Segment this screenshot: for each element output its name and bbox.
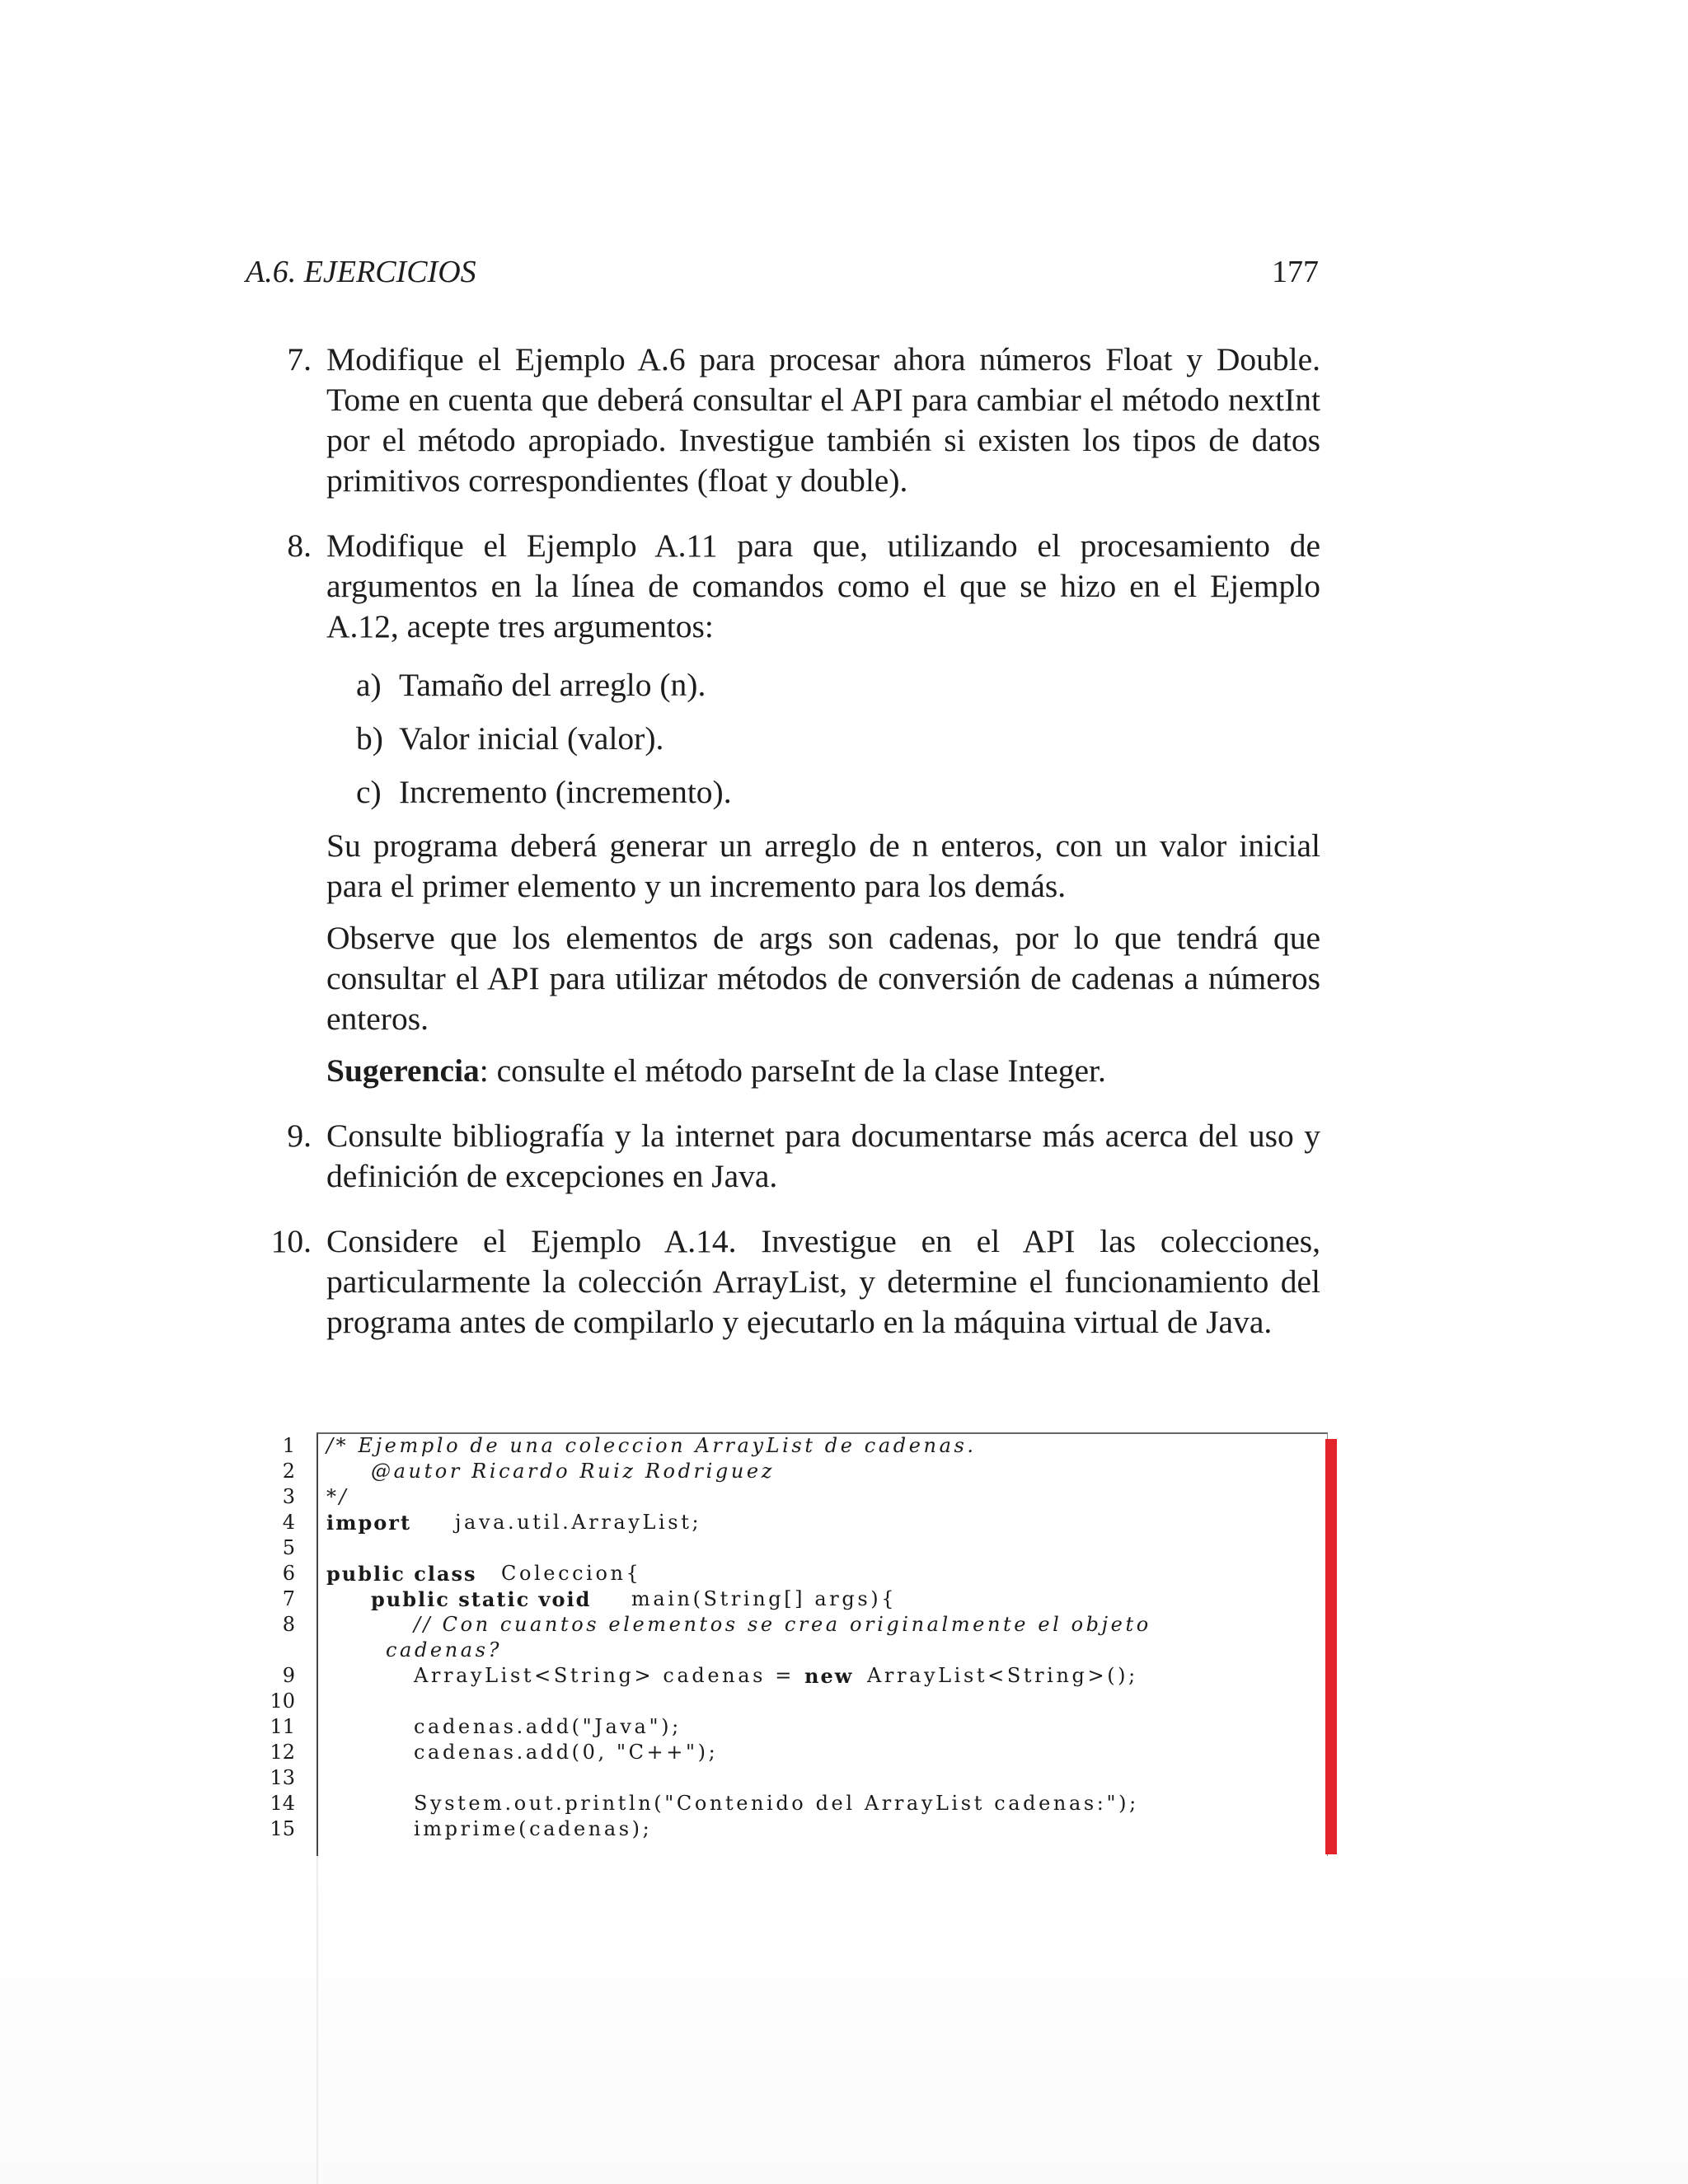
code-line bbox=[272, 1690, 1325, 1715]
line-number: 6 bbox=[282, 1562, 295, 1585]
code-text: java.util.ArrayList; bbox=[455, 1511, 702, 1534]
sub-label: c) bbox=[356, 774, 382, 810]
sub-text: Valor inicial (valor). bbox=[399, 720, 664, 757]
code-line bbox=[272, 1587, 1325, 1613]
code-line bbox=[272, 1817, 1325, 1843]
item-number: 9. bbox=[287, 1118, 312, 1154]
item-text: Modifique el Ejemplo A.6 para procesar ahora números Float y Double. Tome en cuenta que deberá consultar el API para cambiar el método nextInt por el método apropiado. Investigue también si existen los tipos de datos primitivos correspondientes (float y double). bbox=[326, 341, 1320, 499]
line-number: 4 bbox=[282, 1511, 295, 1534]
line-number: 9 bbox=[282, 1664, 295, 1687]
line-number: 10 bbox=[270, 1690, 295, 1713]
sub-label: b) bbox=[356, 720, 383, 757]
code-text: System.out.println("Contenido del ArrayList cadenas:"); bbox=[414, 1792, 1139, 1815]
code-text: /* Ejemplo de una coleccion ArrayList de cadenas. bbox=[326, 1434, 977, 1457]
code-text: @autor Ricardo Ruiz Rodriguez bbox=[371, 1460, 775, 1483]
code-line bbox=[272, 1638, 1325, 1664]
exercise-item-8 bbox=[287, 526, 1320, 1091]
sub-text: Incremento (incremento). bbox=[399, 774, 732, 810]
code-keyword: new bbox=[804, 1664, 854, 1688]
item-text: Consulte bibliografía y la internet para documentarse más acerca del uso y definición de excepciones en Java. bbox=[326, 1118, 1320, 1194]
line-number: 3 bbox=[282, 1485, 295, 1508]
listing-margin-bar bbox=[1325, 1439, 1337, 1854]
code-text: main(String[] args){ bbox=[631, 1587, 898, 1610]
code-text: cadenas.add(0, "C++"); bbox=[414, 1741, 719, 1764]
line-number: 8 bbox=[282, 1613, 295, 1636]
exercise-item-10 bbox=[270, 1221, 1320, 1343]
code-text: cadenas.add("Java"); bbox=[414, 1715, 682, 1738]
item-number: 8. bbox=[287, 527, 312, 564]
exercise-list bbox=[270, 340, 1320, 1367]
page-number: 177 bbox=[1272, 255, 1319, 289]
item-number: 10. bbox=[270, 1223, 312, 1259]
line-number: 13 bbox=[270, 1766, 295, 1789]
hint-paragraph bbox=[326, 1051, 1320, 1091]
code-text: // Con cuantos elementos se crea originalmente el objeto bbox=[414, 1613, 1151, 1636]
code-line bbox=[272, 1434, 1325, 1460]
code-text: imprime(cadenas); bbox=[414, 1817, 653, 1840]
code-text: cadenas? bbox=[386, 1638, 503, 1661]
item-text: Modifique el Ejemplo A.11 para que, utilizando el procesamiento de argumentos en la línea de comandos como el que se hizo en el Ejemplo A.12, acepte tres argumentos: bbox=[326, 527, 1320, 644]
code-text: */ bbox=[326, 1485, 349, 1508]
code-line bbox=[272, 1511, 1325, 1536]
code-keyword: import bbox=[326, 1511, 412, 1535]
item-text: Considere el Ejemplo A.14. Investigue en el API las colecciones, particularmente la colección ArrayList, y determine el funcionamiento del programa antes de compilarlo y ejecutarlo en la máquina virtual de Java. bbox=[326, 1223, 1320, 1340]
line-number: 5 bbox=[282, 1536, 295, 1559]
section-title: A.6. EJERCICIOS bbox=[246, 255, 476, 289]
code-line bbox=[272, 1741, 1325, 1766]
paragraph: Observe que los elementos de args son cadenas, por lo que tendrá que consultar el API para utilizar métodos de conversión de cadenas a números enteros. bbox=[326, 920, 1320, 1037]
code-line bbox=[272, 1562, 1325, 1587]
sub-text: Tamaño del arreglo (n). bbox=[399, 667, 706, 703]
code-line bbox=[272, 1664, 1325, 1690]
code-line bbox=[272, 1792, 1325, 1817]
code-line bbox=[272, 1715, 1325, 1741]
exercise-item-9 bbox=[287, 1116, 1320, 1197]
sub-item-a bbox=[326, 665, 1320, 705]
line-number: 15 bbox=[270, 1817, 295, 1840]
code-text: Coleccion{ bbox=[501, 1562, 642, 1585]
line-number: 2 bbox=[282, 1460, 295, 1483]
line-number: 7 bbox=[282, 1587, 295, 1610]
code-line bbox=[272, 1613, 1325, 1638]
code-line bbox=[272, 1460, 1325, 1485]
hint-label: Sugerencia bbox=[326, 1052, 480, 1089]
sub-label: a) bbox=[356, 667, 382, 703]
code-keyword: public class bbox=[326, 1562, 477, 1586]
code-text: ArrayList<String> cadenas = bbox=[414, 1664, 795, 1687]
hint-text: : consulte el método parseInt de la clase Integer. bbox=[479, 1052, 1106, 1089]
line-number: 1 bbox=[282, 1434, 295, 1457]
exercise-item-7 bbox=[287, 340, 1320, 501]
code-line bbox=[272, 1766, 1325, 1792]
code-text: ArrayList<String>(); bbox=[867, 1664, 1138, 1687]
line-number: 14 bbox=[270, 1792, 295, 1815]
sub-item-c bbox=[326, 772, 1320, 813]
paragraph: Su programa deberá generar un arreglo de n enteros, con un valor inicial para el primer elemento y un incremento para los demás. bbox=[326, 827, 1320, 904]
code-line bbox=[272, 1536, 1325, 1562]
line-number: 11 bbox=[270, 1715, 295, 1738]
line-number: 12 bbox=[270, 1741, 295, 1764]
code-keyword: public static void bbox=[371, 1587, 592, 1611]
margin-guide bbox=[316, 1854, 318, 2184]
sub-item-b bbox=[326, 719, 1320, 759]
item-number: 7. bbox=[287, 341, 312, 377]
running-header bbox=[246, 254, 1319, 303]
page-bottom-area bbox=[0, 1854, 1688, 2184]
code-line bbox=[272, 1485, 1325, 1511]
sub-list bbox=[326, 665, 1320, 813]
